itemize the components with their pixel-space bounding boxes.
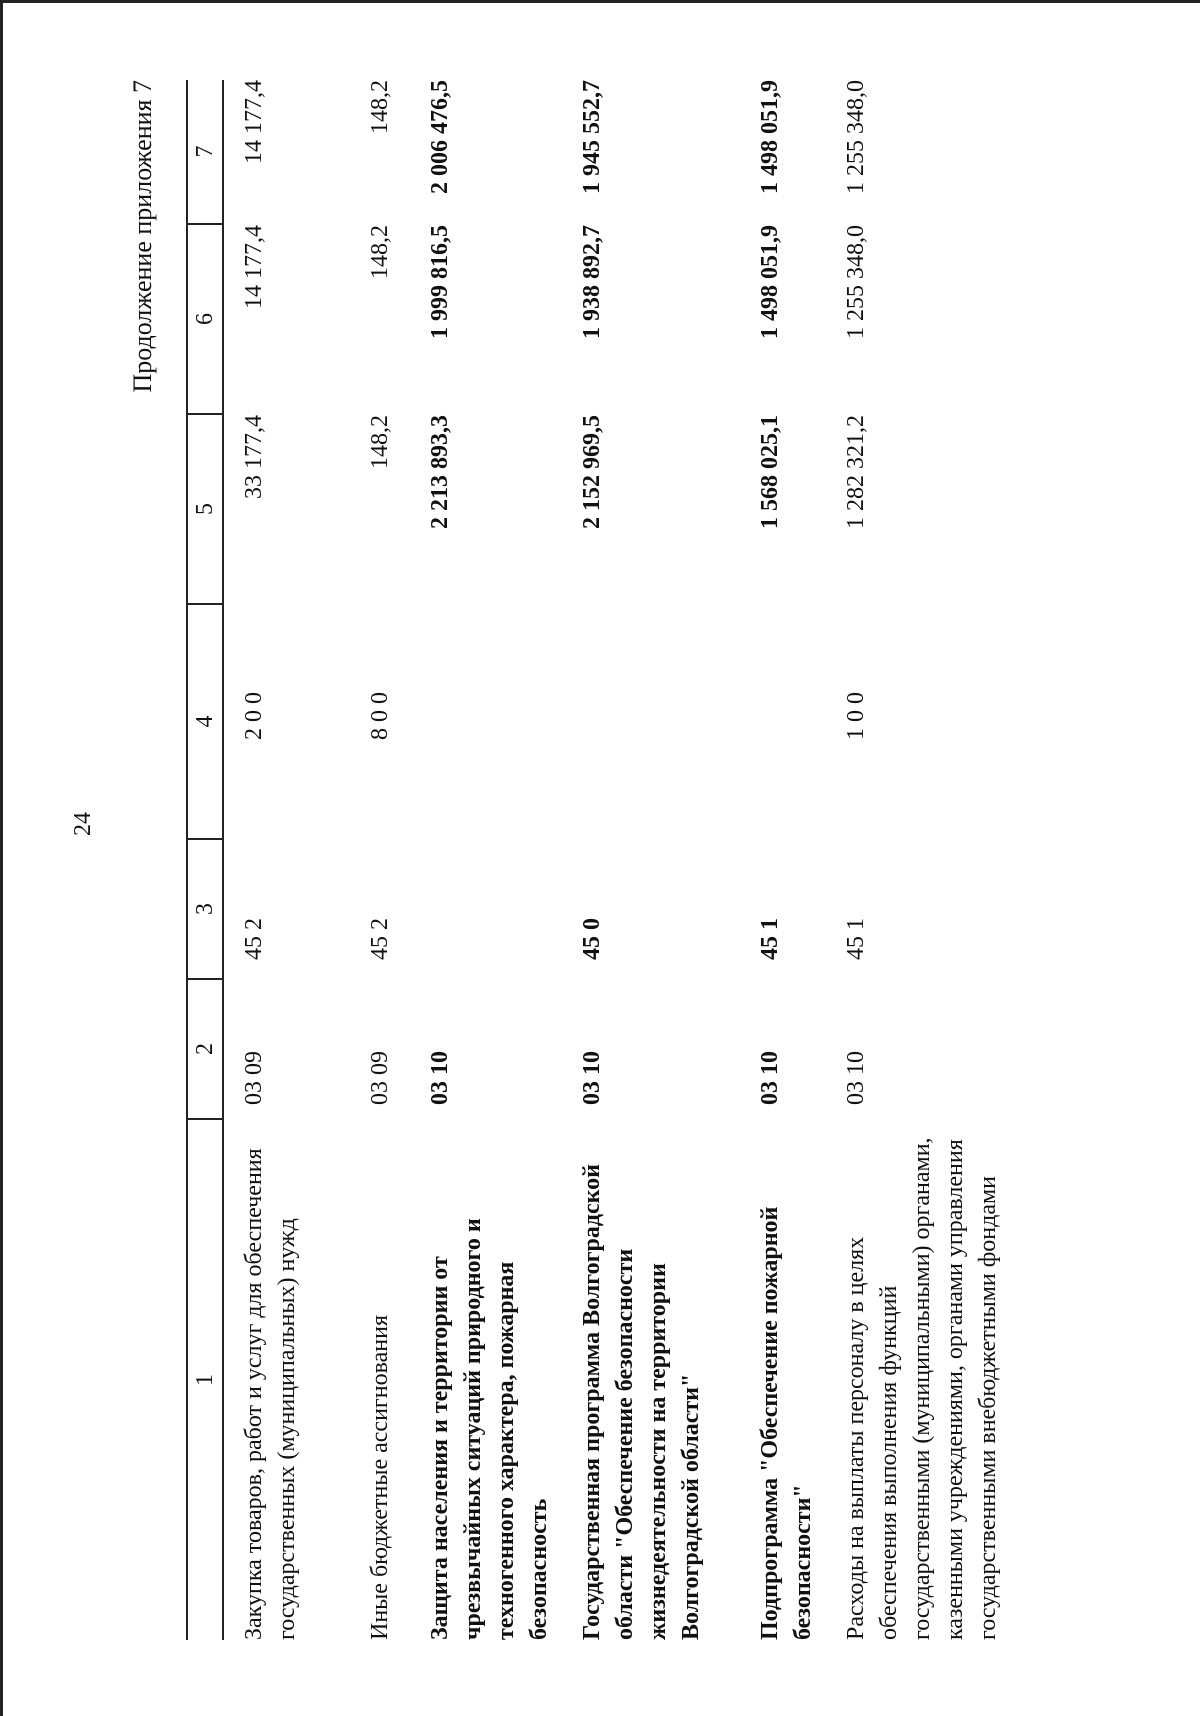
row-value-7: 148,2 <box>367 80 393 134</box>
row-value-5: 1 282 321,2 <box>843 415 869 529</box>
header-col-1: 1 <box>192 1374 218 1386</box>
header-col-3: 3 <box>188 840 222 980</box>
row-value-5: 148,2 <box>367 415 393 469</box>
rotated-table-sheet <box>128 80 1028 1640</box>
row-name: Расходы на выплаты персоналу в целях обеспечения выполнения функций государственными (муниципальными) органами, казенными учреждениями, органами управления государственными внебюджетными фондами <box>843 1137 1001 1640</box>
row-kind: 2 0 0 <box>241 692 267 740</box>
row-value-6: 1 498 051,9 <box>757 225 783 339</box>
row-value-6: 1 999 816,5 <box>427 225 453 339</box>
page-border-left <box>0 0 3 1716</box>
row-target: 45 2 <box>367 918 393 960</box>
row-target: 45 0 <box>579 918 605 960</box>
row-target: 45 1 <box>843 918 869 960</box>
header-col-7: 7 <box>188 80 222 225</box>
row-value-7: 1 255 348,0 <box>843 80 869 194</box>
row-value-5: 2 213 893,3 <box>427 415 453 529</box>
row-value-6: 148,2 <box>367 225 393 279</box>
header-col-6: 6 <box>188 225 222 415</box>
row-name: Закупка товаров, работ и услуг для обеспечения государственных (муниципальных) нужд <box>241 1148 300 1640</box>
page-border-top <box>0 0 1200 3</box>
row-value-6: 1 255 348,0 <box>843 225 869 339</box>
row-name: Иные бюджетные ассигнования <box>367 1315 393 1640</box>
row-section: 03 10 <box>757 1051 783 1105</box>
header-col-2: 2 <box>188 980 222 1120</box>
row-value-7: 14 177,4 <box>241 80 267 164</box>
header-col-5: 5 <box>188 415 222 605</box>
row-value-5: 2 152 969,5 <box>579 415 605 529</box>
row-value-7: 1 498 051,9 <box>757 80 783 194</box>
row-value-5: 33 177,4 <box>241 415 267 499</box>
continuation-label: Продолжение приложения 7 <box>128 80 157 393</box>
row-section: 03 09 <box>367 1051 393 1105</box>
row-section: 03 10 <box>579 1051 605 1105</box>
row-name: Государственная программа Волгоградской области "Обеспечение безопасности жизнедеятельности на территории Волгоградской области" <box>579 1164 704 1640</box>
row-value-5: 1 568 025,1 <box>757 415 783 529</box>
row-target: 45 1 <box>757 918 783 960</box>
row-section: 03 09 <box>241 1051 267 1105</box>
header-col-4: 4 <box>188 605 222 840</box>
table-header <box>186 80 224 1640</box>
row-value-7: 2 006 476,5 <box>427 80 453 194</box>
row-target: 45 2 <box>241 918 267 960</box>
row-value-6: 1 938 892,7 <box>579 225 605 339</box>
row-section: 03 10 <box>427 1051 453 1105</box>
row-section: 03 10 <box>843 1051 869 1105</box>
row-kind: 1 0 0 <box>843 692 869 740</box>
page-number: 24 <box>70 812 96 836</box>
row-kind: 8 0 0 <box>367 692 393 740</box>
row-value-6: 14 177,4 <box>241 225 267 309</box>
row-name: Защита населения и территории от чрезвычайных ситуаций природного и техногенного характера, пожарная безопасность <box>427 1218 552 1640</box>
row-value-7: 1 945 552,7 <box>579 80 605 194</box>
row-name: Подпрограмма "Обеспечение пожарной безопасности" <box>757 1206 816 1640</box>
